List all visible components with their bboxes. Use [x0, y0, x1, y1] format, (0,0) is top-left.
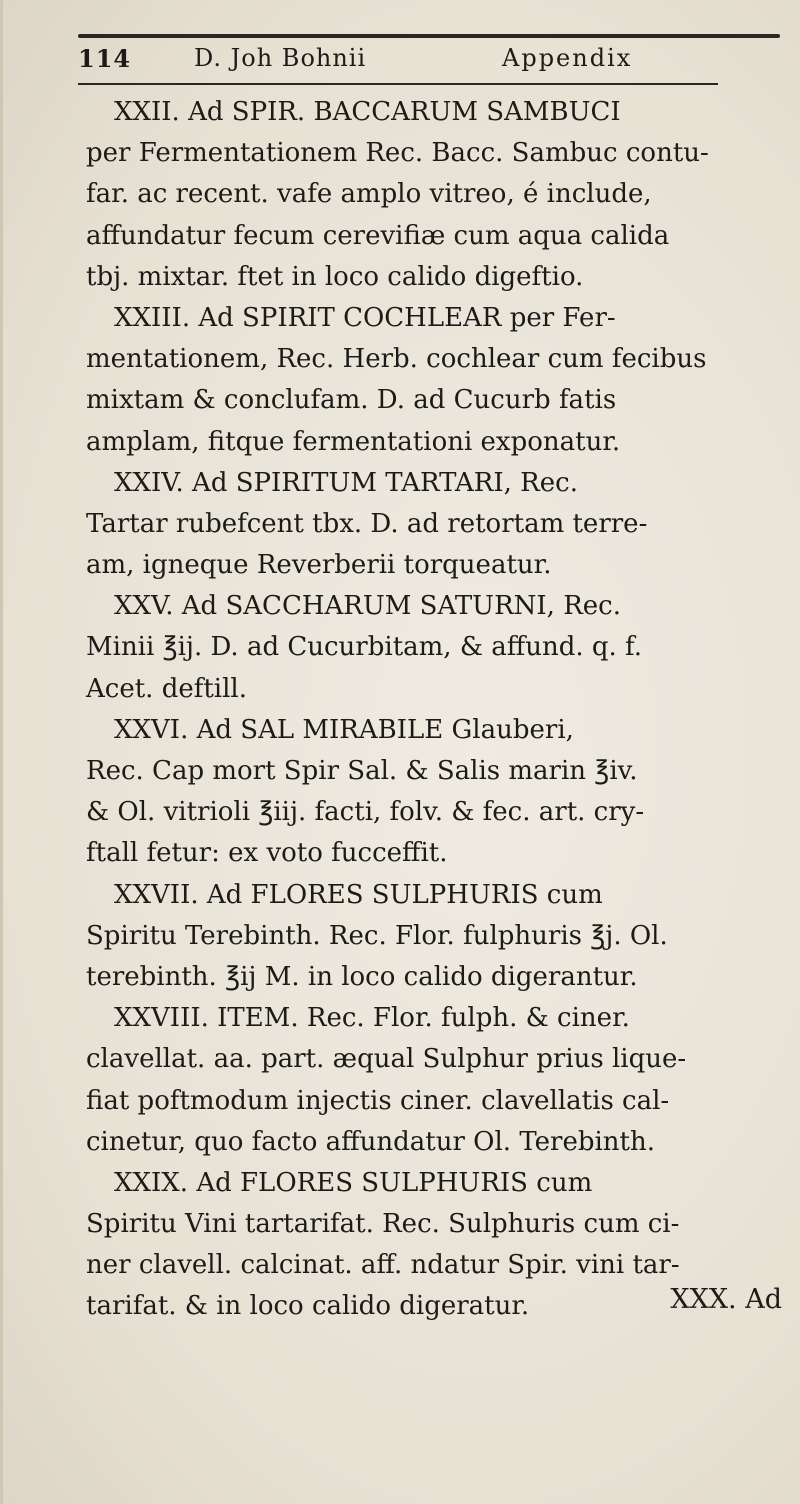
text-line: ftall fetur: ex voto fucceffit.	[86, 838, 448, 869]
text-line: XXII. Ad SPIR. BACCARUM SAMBUCI	[114, 97, 621, 127]
text-line: XXVI. Ad SAL MIRABILE Glauberi,	[114, 714, 574, 745]
running-head-author: D. Joh Bohnii	[194, 44, 367, 72]
text-line: affundatur fecum cerevifiæ cum aqua calida	[86, 220, 670, 251]
text-line: tbj. mixtar. ftet in loco calido digeftio.	[86, 261, 584, 292]
text-line: terebinth. ℥ij M. in loco calido digerantur.	[86, 961, 638, 992]
text-line: ner clavell. calcinat. aff. ndatur Spir. vini tar-	[86, 1250, 680, 1281]
text-line: mentationem, Rec. Herb. cochlear cum fecibus	[86, 344, 707, 375]
text-line: tarifat. & in loco calido digeratur.	[86, 1291, 530, 1322]
text-line: Acet. deftill.	[86, 673, 248, 704]
text-line: XXIX. Ad FLORES SULPHURIS cum	[114, 1167, 593, 1198]
text-line: XXV. Ad SACCHARUM SATURNI, Rec.	[114, 591, 621, 622]
text-line: amplam, fitque fermentationi exponatur.	[86, 426, 621, 457]
text-line: am, igneque Reverberii torqueatur.	[86, 550, 552, 581]
text-line: clavellat. aa. part. æqual Sulphur prius lique-	[86, 1044, 687, 1075]
text-line: far. ac recent. vafe amplo vitreo, é include,	[86, 179, 652, 210]
text-line: XXVIII. ITEM. Rec. Flor. fulph. & ciner.	[114, 1003, 630, 1034]
text-line: XXIV. Ad SPIRITUM TARTARI, Rec.	[114, 467, 578, 498]
text-line: XXIII. Ad SPIRIT COCHLEAR per Fer-	[114, 302, 616, 333]
text-line: & Ol. vitrioli ℥iij. facti, folv. & fec. art. cry-	[86, 797, 645, 828]
text-line: Spiritu Terebinth. Rec. Flor. fulphuris ℥j. Ol.	[86, 920, 668, 951]
text-line: fiat poftmodum injectis ciner. clavellatis cal-	[86, 1085, 670, 1116]
text-line: per Fermentationem Rec. Bacc. Sambuc contu-	[86, 138, 709, 169]
page-number: 114	[78, 44, 132, 73]
header-underline	[78, 83, 718, 85]
catchword: XXX. Ad	[670, 1284, 782, 1315]
text-line: Spiritu Vini tartarifat. Rec. Sulphuris cum ci-	[86, 1209, 680, 1240]
body-text	[86, 92, 782, 1328]
text-line: Rec. Cap mort Spir Sal. & Salis marin ℥iv.	[86, 756, 638, 786]
running-head-section: Appendix	[502, 44, 633, 72]
text-line: XXVII. Ad FLORES SULPHURIS cum	[114, 879, 603, 910]
running-head	[78, 44, 778, 84]
text-line: cinetur, quo facto affundatur Ol. Terebinth.	[86, 1126, 656, 1157]
top-rule	[78, 34, 780, 38]
page-gutter-shadow	[0, 0, 3, 1504]
text-line: Tartar rubefcent tbx. D. ad retortam terre-	[86, 508, 648, 539]
text-line: mixtam & conclufam. D. ad Cucurb fatis	[86, 385, 617, 416]
text-line: Minii ℥ij. D. ad Cucurbitam, & affund. q. f.	[86, 632, 643, 663]
